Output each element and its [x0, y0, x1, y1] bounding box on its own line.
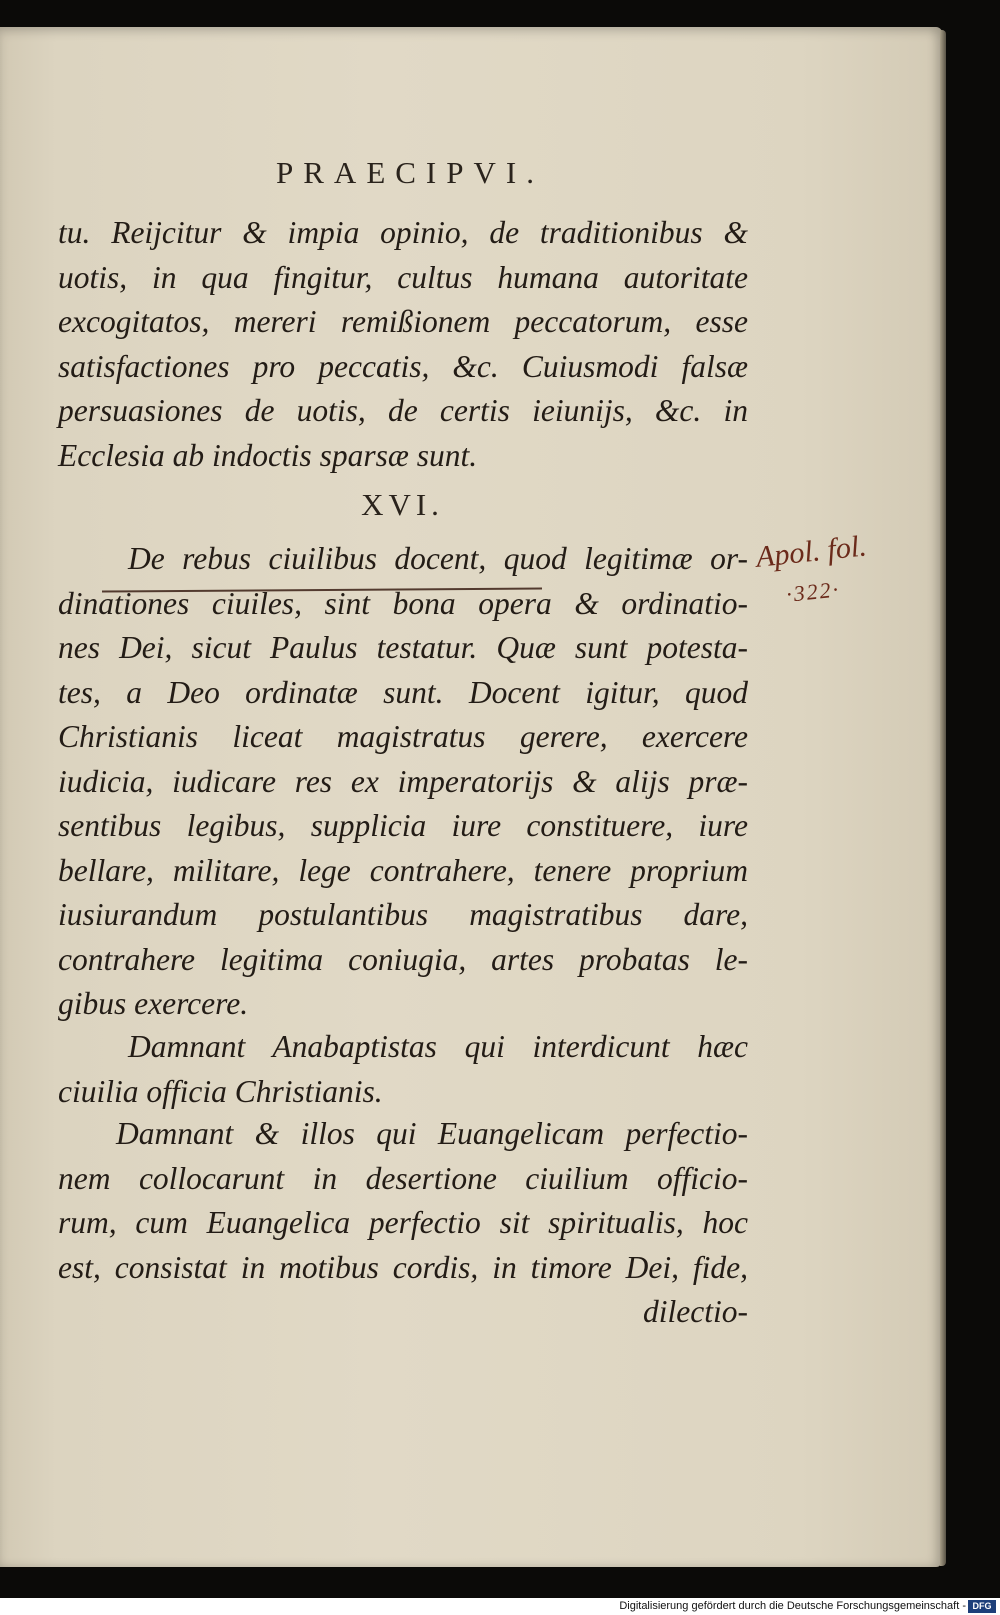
text-line: est, consistat in motibus cordis, in timore Dei, fide,: [58, 1249, 748, 1285]
book-page: [0, 27, 942, 1567]
handwritten-marginal-note: [754, 526, 873, 617]
text-line: ciuilia officia Christianis.: [58, 1073, 383, 1109]
dfg-logo-icon: DFG: [968, 1600, 996, 1613]
text-line: Damnant & illos qui Euangelicam perfectio-: [116, 1116, 748, 1151]
section-number: XVI.: [361, 487, 444, 522]
text-line: gibus exercere.: [58, 986, 249, 1021]
text-line: nes Dei, sicut Paulus testatur. Quæ sunt potesta-: [58, 630, 748, 665]
text-line: Damnant Anabaptistas qui interdicunt hæc: [128, 1029, 748, 1064]
text-line: dinationes ciuiles, sint bona opera & ordinatio-: [58, 585, 748, 621]
text-line: persuasiones de uotis, de certis ieiunijs, &c. in: [58, 393, 748, 428]
digitization-footer: [0, 1598, 1000, 1615]
page-edge: [940, 30, 946, 1566]
text-line: nem collocarunt in desertione ciuilium officio-: [58, 1160, 748, 1196]
marginal-note-reference: ·322·: [784, 576, 842, 607]
text-line: rum, cum Euangelica perfectio sit spiritualis, hoc: [58, 1205, 748, 1240]
text-line: excogitatos, mereri remißionem peccatorum, esse: [58, 304, 748, 339]
paragraph-civil-matters: [58, 537, 748, 1027]
paragraph-anabaptists: [58, 1025, 748, 1114]
text-line: Christianis liceat magistratus gerere, exercere: [58, 719, 748, 754]
paragraph-evangelical-perfection: [58, 1112, 748, 1335]
running-head: PRAECIPVI.: [276, 155, 544, 190]
text-line: satisfactiones pro peccatis, &c. Cuiusmodi falsæ: [58, 348, 748, 384]
marginal-note-text: Apol. fol.: [754, 529, 869, 574]
text-line: sentibus legibus, supplicia iure constituere, iure: [58, 808, 748, 843]
text-line: bellare, militare, lege contrahere, tenere proprium: [58, 852, 748, 888]
text-line: iudicia, iudicare res ex imperatorijs & alijs præ-: [58, 763, 748, 799]
text-line: De rebus ciuilibus docent, quod legitimæ or-: [128, 541, 748, 576]
text-line: Ecclesia ab indoctis sparsæ sunt.: [58, 437, 478, 473]
text-line: tes, a Deo ordinatæ sunt. Docent igitur, quod: [58, 674, 748, 710]
funding-credit: Digitalisierung gefördert durch die Deutsche Forschungsgemeinschaft -: [619, 1600, 966, 1612]
text-line: contrahere legitima coniugia, artes probatas le-: [58, 941, 748, 977]
text-line: uotis, in qua fingitur, cultus humana autoritate: [58, 259, 748, 295]
paragraph-continuation: [58, 211, 748, 478]
text-line: iusiurandum postulantibus magistratibus dare,: [58, 897, 748, 932]
catchword: dilectio-: [643, 1294, 748, 1329]
text-line: tu. Reijcitur & impia opinio, de traditionibus &: [58, 215, 748, 250]
